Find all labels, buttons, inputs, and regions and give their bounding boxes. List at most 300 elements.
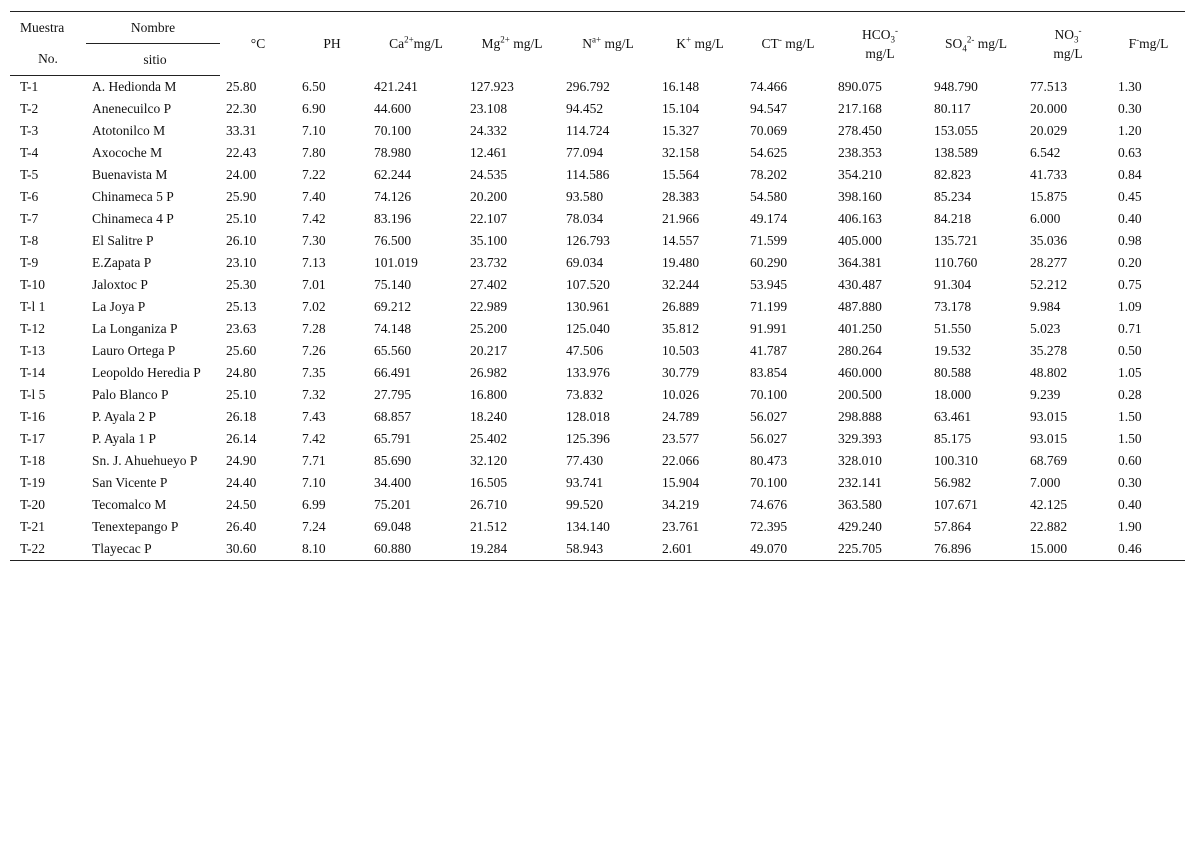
cell-chloride: 80.473	[750, 453, 788, 468]
cell-nitrate: 15.000	[1024, 538, 1112, 561]
cell-temperature: 24.00	[226, 167, 257, 182]
cell-site-name: Atotonilco M	[92, 123, 166, 138]
cell-bicarbonate: 280.264	[838, 343, 882, 358]
cell-magnesium: 16.800	[470, 387, 508, 402]
cell-calcium: 68.857	[374, 409, 412, 424]
cell-bicarbonate: 238.353	[838, 145, 882, 160]
table-row	[10, 296, 1185, 318]
cell-chloride: 78.202	[750, 167, 788, 182]
cell-temperature: 30.60	[220, 538, 296, 561]
cell-fluoride: 1.05	[1118, 365, 1142, 380]
table-row	[10, 120, 1185, 142]
cell-temperature: 25.30	[226, 277, 257, 292]
cell-ph: 8.10	[296, 538, 368, 561]
cell-temperature: 24.80	[226, 365, 257, 380]
cell-magnesium: 16.505	[470, 475, 508, 490]
cell-sodium: 78.034	[566, 211, 604, 226]
cell-site-name: Anenecuilco P	[92, 101, 172, 116]
cell-bicarbonate: 329.393	[838, 431, 882, 446]
cell-potassium: 14.557	[662, 233, 700, 248]
table-row	[10, 142, 1185, 164]
cell-sulfate: 135.721	[934, 233, 978, 248]
cell-sulfate: 948.790	[934, 78, 978, 94]
table-row	[10, 252, 1185, 274]
table-row	[10, 428, 1185, 450]
cell-calcium: 69.048	[374, 519, 412, 534]
cell-sample-id: T-21	[20, 519, 46, 534]
cell-nitrate: 9.239	[1030, 387, 1061, 402]
cell-temperature: 26.18	[226, 409, 257, 424]
cell-calcium: 74.126	[374, 189, 412, 204]
cell-ph: 7.40	[302, 189, 326, 204]
cell-ph: 7.80	[302, 145, 326, 160]
cell-sample-id: T-9	[20, 255, 39, 270]
header-no: No.	[10, 44, 86, 76]
cell-bicarbonate: 398.160	[838, 189, 882, 204]
cell-sulfate: 18.000	[934, 387, 972, 402]
cell-potassium: 24.789	[662, 409, 700, 424]
cell-fluoride: 0.30	[1118, 475, 1142, 490]
cell-calcium: 421.241	[374, 78, 418, 94]
cell-fluoride: 0.40	[1118, 211, 1142, 226]
table-row	[10, 208, 1185, 230]
cell-fluoride: 0.63	[1118, 145, 1142, 160]
cell-sulfate: 107.671	[934, 497, 978, 512]
cell-sulfate: 19.532	[934, 343, 972, 358]
cell-ph: 7.35	[302, 365, 326, 380]
cell-potassium: 23.577	[662, 431, 700, 446]
cell-temperature: 25.10	[226, 211, 257, 226]
cell-site-name: Tenextepango P	[92, 519, 179, 534]
cell-temperature: 24.90	[226, 453, 257, 468]
cell-magnesium: 26.982	[470, 365, 508, 380]
cell-sodium: 114.586	[566, 167, 610, 182]
cell-sodium: 125.396	[566, 431, 610, 446]
cell-bicarbonate: 225.705	[832, 538, 928, 561]
cell-ph: 7.10	[302, 123, 326, 138]
water-quality-table	[10, 11, 1185, 561]
cell-bicarbonate: 363.580	[838, 497, 882, 512]
cell-nitrate: 41.733	[1030, 167, 1068, 182]
header-muestra: Muestra	[10, 12, 86, 44]
cell-temperature: 22.30	[226, 101, 257, 116]
cell-sample-id: T-l 1	[20, 299, 46, 314]
cell-temperature: 25.10	[226, 387, 257, 402]
cell-potassium: 35.812	[662, 321, 700, 336]
cell-chloride: 72.395	[750, 519, 788, 534]
cell-temperature: 23.63	[226, 321, 257, 336]
cell-temperature: 23.10	[226, 255, 257, 270]
cell-chloride: 71.599	[750, 233, 788, 248]
header-sitio: sitio	[86, 44, 220, 76]
cell-calcium: 34.400	[374, 475, 412, 490]
cell-chloride: 56.027	[750, 431, 788, 446]
cell-sodium: 69.034	[566, 255, 604, 270]
cell-bicarbonate: 401.250	[838, 321, 882, 336]
cell-sodium: 125.040	[566, 321, 610, 336]
table-row	[10, 472, 1185, 494]
cell-sodium: 47.506	[566, 343, 604, 358]
cell-chloride: 53.945	[750, 277, 788, 292]
cell-ph: 7.22	[302, 167, 326, 182]
cell-ph: 7.43	[302, 409, 326, 424]
table-row	[10, 516, 1185, 538]
cell-sodium: 93.580	[566, 189, 604, 204]
cell-nitrate: 35.278	[1030, 343, 1068, 358]
cell-chloride: 56.027	[750, 409, 788, 424]
cell-potassium: 10.503	[662, 343, 700, 358]
cell-ph: 7.30	[302, 233, 326, 248]
cell-nitrate: 28.277	[1030, 255, 1068, 270]
cell-fluoride: 0.45	[1118, 189, 1142, 204]
cell-calcium: 76.500	[374, 233, 412, 248]
cell-chloride: 71.199	[750, 299, 788, 314]
cell-potassium: 19.480	[662, 255, 700, 270]
cell-sample-id: T-16	[20, 409, 46, 424]
cell-temperature: 25.13	[226, 299, 257, 314]
cell-sample-id: T-17	[20, 431, 46, 446]
cell-chloride: 70.100	[750, 475, 788, 490]
cell-nitrate: 7.000	[1030, 475, 1061, 490]
cell-ph: 7.24	[302, 519, 326, 534]
cell-chloride: 91.991	[750, 321, 788, 336]
cell-calcium: 27.795	[374, 387, 412, 402]
cell-sodium: 126.793	[566, 233, 610, 248]
cell-calcium: 70.100	[374, 123, 412, 138]
header-calcium: $Ca^{2+}mg/L$	[368, 12, 464, 76]
cell-temperature: 24.50	[226, 497, 257, 512]
cell-potassium: 10.026	[662, 387, 700, 402]
cell-site-name: Palo Blanco P	[92, 387, 169, 402]
table-body	[10, 76, 1185, 561]
table-header	[10, 12, 1185, 76]
table-row	[10, 340, 1185, 362]
cell-temperature: 25.60	[226, 343, 257, 358]
cell-magnesium: 21.512	[470, 519, 508, 534]
cell-sulfate: 85.175	[934, 431, 972, 446]
cell-sample-id: T-19	[20, 475, 46, 490]
cell-bicarbonate: 232.141	[838, 475, 882, 490]
cell-nitrate: 77.513	[1030, 78, 1068, 94]
cell-ph: 6.90	[302, 101, 326, 116]
cell-magnesium: 24.332	[470, 123, 508, 138]
cell-fluoride: 1.90	[1118, 519, 1142, 534]
cell-potassium: 28.383	[662, 189, 700, 204]
cell-magnesium: 22.989	[470, 299, 508, 314]
cell-nitrate: 6.000	[1030, 211, 1061, 226]
cell-calcium: 75.201	[374, 497, 412, 512]
cell-temperature: 33.31	[226, 123, 257, 138]
cell-calcium: 65.560	[374, 343, 412, 358]
cell-magnesium: 23.732	[470, 255, 508, 270]
cell-chloride: 41.787	[750, 343, 788, 358]
cell-site-name: La Joya P	[92, 299, 146, 314]
cell-ph: 7.10	[302, 475, 326, 490]
cell-calcium: 62.244	[374, 167, 412, 182]
table-row	[10, 450, 1185, 472]
cell-calcium: 60.880	[368, 538, 464, 561]
cell-temperature: 22.43	[226, 145, 257, 160]
cell-sodium: 130.961	[566, 299, 610, 314]
cell-bicarbonate: 298.888	[838, 409, 882, 424]
cell-magnesium: 19.284	[464, 538, 560, 561]
cell-potassium: 32.244	[662, 277, 700, 292]
cell-temperature: 26.10	[226, 233, 257, 248]
cell-sulfate: 153.055	[934, 123, 978, 138]
cell-bicarbonate: 200.500	[838, 387, 882, 402]
cell-magnesium: 25.402	[470, 431, 508, 446]
cell-site-name: Axocoche M	[92, 145, 163, 160]
cell-temperature: 26.40	[226, 519, 257, 534]
cell-sodium: 94.452	[566, 101, 604, 116]
cell-sample-id: T-20	[20, 497, 46, 512]
cell-temperature: 26.14	[226, 431, 257, 446]
cell-temperature: 24.40	[226, 475, 257, 490]
cell-nitrate: 68.769	[1030, 453, 1068, 468]
cell-site-name: Chinameca 5 P	[92, 189, 174, 204]
cell-sample-id: T-10	[20, 277, 46, 292]
cell-sulfate: 91.304	[934, 277, 972, 292]
cell-site-name: El Salitre P	[92, 233, 154, 248]
cell-site-name: Leopoldo Heredia P	[92, 365, 201, 380]
cell-ph: 7.71	[302, 453, 326, 468]
cell-fluoride: 0.84	[1118, 167, 1142, 182]
cell-sulfate: 85.234	[934, 189, 972, 204]
cell-sample-id: T-1	[20, 79, 39, 94]
cell-potassium: 15.327	[662, 123, 700, 138]
table-row	[10, 274, 1185, 296]
cell-potassium: 2.601	[656, 538, 744, 561]
cell-calcium: 75.140	[374, 277, 412, 292]
cell-potassium: 15.104	[662, 101, 700, 116]
cell-ph: 6.50	[302, 78, 326, 94]
cell-sulfate: 73.178	[934, 299, 972, 314]
cell-fluoride: 0.20	[1118, 255, 1142, 270]
cell-sodium: 107.520	[566, 277, 610, 292]
cell-bicarbonate: 487.880	[838, 299, 882, 314]
cell-site-name: P. Ayala 2 P	[92, 409, 157, 424]
cell-potassium: 15.904	[662, 475, 700, 490]
cell-fluoride: 0.30	[1118, 101, 1142, 116]
cell-chloride: 83.854	[750, 365, 788, 380]
cell-chloride: 74.676	[750, 497, 788, 512]
cell-nitrate: 6.542	[1030, 145, 1061, 160]
cell-site-name: La Longaniza P	[92, 321, 178, 336]
table-row	[10, 538, 1185, 561]
cell-magnesium: 12.461	[470, 145, 508, 160]
cell-sample-id: T-12	[20, 321, 46, 336]
cell-sodium: 296.792	[566, 78, 610, 94]
cell-fluoride: 1.09	[1118, 299, 1142, 314]
cell-bicarbonate: 278.450	[838, 123, 882, 138]
cell-sulfate: 138.589	[934, 145, 978, 160]
header-potassium: K+ mg/L	[656, 12, 744, 76]
header-bicarbonate: $HCO_3^-$ mg/L	[832, 12, 928, 76]
cell-sample-id: T-13	[20, 343, 46, 358]
cell-sodium: 73.832	[566, 387, 604, 402]
cell-sodium: 77.094	[566, 145, 604, 160]
cell-sample-id: T-l 5	[20, 387, 46, 402]
cell-magnesium: 24.535	[470, 167, 508, 182]
cell-ph: 7.26	[302, 343, 326, 358]
cell-fluoride: 1.50	[1118, 431, 1142, 446]
cell-sulfate: 100.310	[934, 453, 978, 468]
cell-sample-id: T-7	[20, 211, 39, 226]
cell-bicarbonate: 890.075	[838, 78, 882, 94]
cell-sulfate: 76.896	[928, 538, 1024, 561]
cell-sodium: 58.943	[560, 538, 656, 561]
cell-nitrate: 93.015	[1030, 431, 1068, 446]
header-chloride: CT- mg/L	[744, 12, 832, 76]
cell-magnesium: 35.100	[470, 233, 508, 248]
cell-sulfate: 63.461	[934, 409, 972, 424]
cell-ph: 7.42	[302, 431, 326, 446]
cell-potassium: 32.158	[662, 145, 700, 160]
header-magnesium: $Mg^{2+}$ mg/L	[464, 12, 560, 76]
cell-magnesium: 27.402	[470, 277, 508, 292]
table-row	[10, 494, 1185, 516]
table-row	[10, 384, 1185, 406]
cell-nitrate: 5.023	[1030, 321, 1061, 336]
cell-magnesium: 20.217	[470, 343, 508, 358]
cell-sulfate: 84.218	[934, 211, 972, 226]
header-nitrate: $NO_3^-$ mg/L	[1024, 12, 1112, 76]
header-ph: PH	[296, 12, 368, 76]
cell-fluoride: 1.30	[1118, 78, 1142, 94]
cell-potassium: 30.779	[662, 365, 700, 380]
cell-ph: 7.02	[302, 299, 326, 314]
cell-bicarbonate: 364.381	[838, 255, 882, 270]
cell-nitrate: 20.029	[1030, 123, 1068, 138]
cell-nitrate: 42.125	[1030, 497, 1068, 512]
cell-sample-id: T-8	[20, 233, 39, 248]
cell-sample-id: T-5	[20, 167, 39, 182]
cell-chloride: 54.580	[750, 189, 788, 204]
cell-magnesium: 22.107	[470, 211, 508, 226]
cell-ph: 6.99	[302, 497, 326, 512]
cell-calcium: 85.690	[374, 453, 412, 468]
cell-sulfate: 56.982	[934, 475, 972, 490]
cell-temperature: 25.90	[226, 189, 257, 204]
cell-sulfate: 80.588	[934, 365, 972, 380]
cell-bicarbonate: 430.487	[838, 277, 882, 292]
cell-bicarbonate: 429.240	[838, 519, 882, 534]
table-row	[10, 230, 1185, 252]
cell-magnesium: 32.120	[470, 453, 508, 468]
cell-sodium: 133.976	[566, 365, 610, 380]
cell-chloride: 49.070	[744, 538, 832, 561]
cell-sodium: 77.430	[566, 453, 604, 468]
cell-site-name: Sn. J. Ahuehueyo P	[92, 453, 198, 468]
header-fluoride: F-mg/L	[1112, 12, 1185, 76]
cell-magnesium: 25.200	[470, 321, 508, 336]
cell-calcium: 83.196	[374, 211, 412, 226]
cell-site-name: San Vicente P	[92, 475, 168, 490]
cell-nitrate: 9.984	[1030, 299, 1061, 314]
cell-sample-id: T-3	[20, 123, 39, 138]
header-nombre: Nombre	[86, 12, 220, 44]
cell-sulfate: 51.550	[934, 321, 972, 336]
cell-ph: 7.32	[302, 387, 326, 402]
cell-site-name: Tlayecac P	[86, 538, 220, 561]
cell-bicarbonate: 406.163	[838, 211, 882, 226]
cell-sodium: 114.724	[566, 123, 610, 138]
cell-site-name: P. Ayala 1 P	[92, 431, 157, 446]
cell-ph: 7.28	[302, 321, 326, 336]
cell-potassium: 23.761	[662, 519, 700, 534]
cell-fluoride: 0.28	[1118, 387, 1142, 402]
cell-bicarbonate: 460.000	[838, 365, 882, 380]
table-row	[10, 318, 1185, 340]
cell-sulfate: 110.760	[934, 255, 978, 270]
cell-sodium: 128.018	[566, 409, 610, 424]
cell-chloride: 49.174	[750, 211, 788, 226]
table-row	[10, 164, 1185, 186]
cell-nitrate: 52.212	[1030, 277, 1068, 292]
cell-nitrate: 93.015	[1030, 409, 1068, 424]
cell-nitrate: 22.882	[1030, 519, 1068, 534]
header-temperature: °C	[220, 12, 296, 76]
water-quality-table-container	[10, 11, 1185, 561]
cell-fluoride: 0.98	[1118, 233, 1142, 248]
cell-chloride: 94.547	[750, 101, 788, 116]
cell-bicarbonate: 354.210	[838, 167, 882, 182]
cell-sodium: 134.140	[566, 519, 610, 534]
cell-chloride: 70.100	[750, 387, 788, 402]
cell-bicarbonate: 405.000	[838, 233, 882, 248]
cell-potassium: 15.564	[662, 167, 700, 182]
cell-fluoride: 0.71	[1118, 321, 1142, 336]
cell-chloride: 60.290	[750, 255, 788, 270]
cell-ph: 7.42	[302, 211, 326, 226]
cell-nitrate: 20.000	[1030, 101, 1068, 116]
cell-temperature: 25.80	[226, 78, 257, 94]
cell-bicarbonate: 217.168	[838, 101, 882, 116]
cell-nitrate: 35.036	[1030, 233, 1068, 248]
cell-sample-id: T-22	[10, 538, 86, 561]
header-sulfate: $SO_4^{2-}$ mg/L	[928, 12, 1024, 76]
table-row	[10, 98, 1185, 120]
cell-calcium: 74.148	[374, 321, 412, 336]
cell-sulfate: 82.823	[934, 167, 972, 182]
cell-fluoride: 0.60	[1118, 453, 1142, 468]
cell-site-name: E.Zapata P	[92, 255, 152, 270]
cell-site-name: Jaloxtoc P	[92, 277, 148, 292]
cell-sodium: 99.520	[566, 497, 604, 512]
cell-sample-id: T-4	[20, 145, 39, 160]
cell-magnesium: 127.923	[470, 78, 514, 94]
cell-potassium: 34.219	[662, 497, 700, 512]
cell-calcium: 78.980	[374, 145, 412, 160]
cell-magnesium: 23.108	[470, 101, 508, 116]
table-row	[10, 406, 1185, 428]
cell-fluoride: 1.20	[1118, 123, 1142, 138]
table-row	[10, 76, 1185, 99]
cell-sodium: 93.741	[566, 475, 604, 490]
cell-magnesium: 26.710	[470, 497, 508, 512]
cell-calcium: 65.791	[374, 431, 412, 446]
cell-site-name: Buenavista M	[92, 167, 168, 182]
cell-potassium: 16.148	[662, 78, 700, 94]
cell-bicarbonate: 328.010	[838, 453, 882, 468]
cell-chloride: 70.069	[750, 123, 788, 138]
cell-chloride: 74.466	[750, 78, 788, 94]
cell-fluoride: 0.40	[1118, 497, 1142, 512]
cell-sample-id: T-14	[20, 365, 46, 380]
cell-site-name: Chinameca 4 P	[92, 211, 174, 226]
cell-potassium: 26.889	[662, 299, 700, 314]
cell-calcium: 66.491	[374, 365, 412, 380]
